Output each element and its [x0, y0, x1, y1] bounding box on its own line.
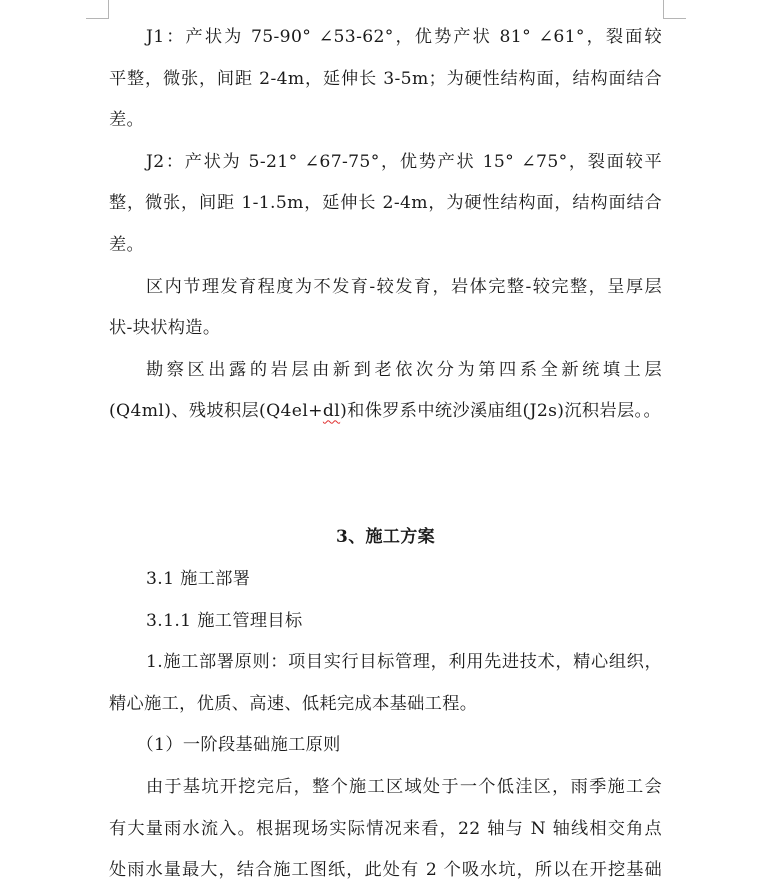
- paragraph-j2-line2: 整，微张，间距 1-1.5m，延伸长 2-4m，为硬性结构面，结构面结合: [109, 193, 662, 214]
- text-block-construction: [109, 559, 662, 892]
- paragraph-strata-line1: 勘察区出露的岩层由新到老依次分为第四系全新统填土层: [145, 359, 662, 380]
- subheading-3-1: 3.1 施工部署: [145, 569, 251, 589]
- paragraph-stage-line2: 有大量雨水流入。根据现场实际情况来看，22 轴与 N 轴线相交角点: [109, 818, 662, 839]
- section-heading-block: [109, 517, 662, 559]
- paragraph-j2-line3: 差。: [109, 234, 145, 255]
- paragraph-j1-line1: J1：产状为 75-90° ∠53-62°，优势产状 81° ∠61°，裂面较: [145, 27, 662, 47]
- paragraph-strata-line2: [109, 391, 662, 433]
- paragraph-j2-line1: J2：产状为 5-21° ∠67-75°，优势产状 15° ∠75°，裂面较平: [145, 151, 662, 172]
- paragraph-principle-line2: 精心施工，优质、高速、低耗完成本基础工程。: [109, 693, 478, 714]
- strata-text-a: (Q4ml)、残坡积层(Q4el+: [109, 401, 323, 422]
- subheading-3-1-1: 3.1.1 施工管理目标: [145, 610, 303, 631]
- crop-mark-top-left: [86, 0, 109, 19]
- paragraph-stage-line1: 由于基坑开挖完后，整个施工区域处于一个低洼区，雨季施工会: [145, 776, 662, 797]
- paragraph-joint-line2: 状-块状构造。: [109, 318, 221, 339]
- stage-title: （1）一阶段基础施工原则: [136, 735, 341, 756]
- section-heading: 3、施工方案: [336, 527, 435, 547]
- paragraph-joint-line1: 区内节理发育程度为不发育-较发育，岩体完整-较完整，呈厚层: [145, 276, 662, 297]
- paragraph-stage-line3: 处雨水量最大，结合施工图纸，此处有 2 个吸水坑，所以在开挖基础: [109, 860, 662, 881]
- spellcheck-underlined-word: dl: [322, 401, 341, 422]
- strata-text-c: )和侏罗系中统沙溪庙组(J2s)沉积岩层。。: [340, 401, 661, 422]
- text-block-geology: [109, 17, 662, 433]
- crop-mark-top-right: [663, 0, 686, 19]
- paragraph-principle-line1: 1.施工部署原则：项目实行目标管理，利用先进技术，精心组织，: [145, 652, 662, 673]
- paragraph-j1-line2: 平整，微张，间距 2-4m，延伸长 3-5m；为硬性结构面，结构面结合: [109, 68, 662, 89]
- paragraph-j1-line3: 差。: [109, 110, 145, 131]
